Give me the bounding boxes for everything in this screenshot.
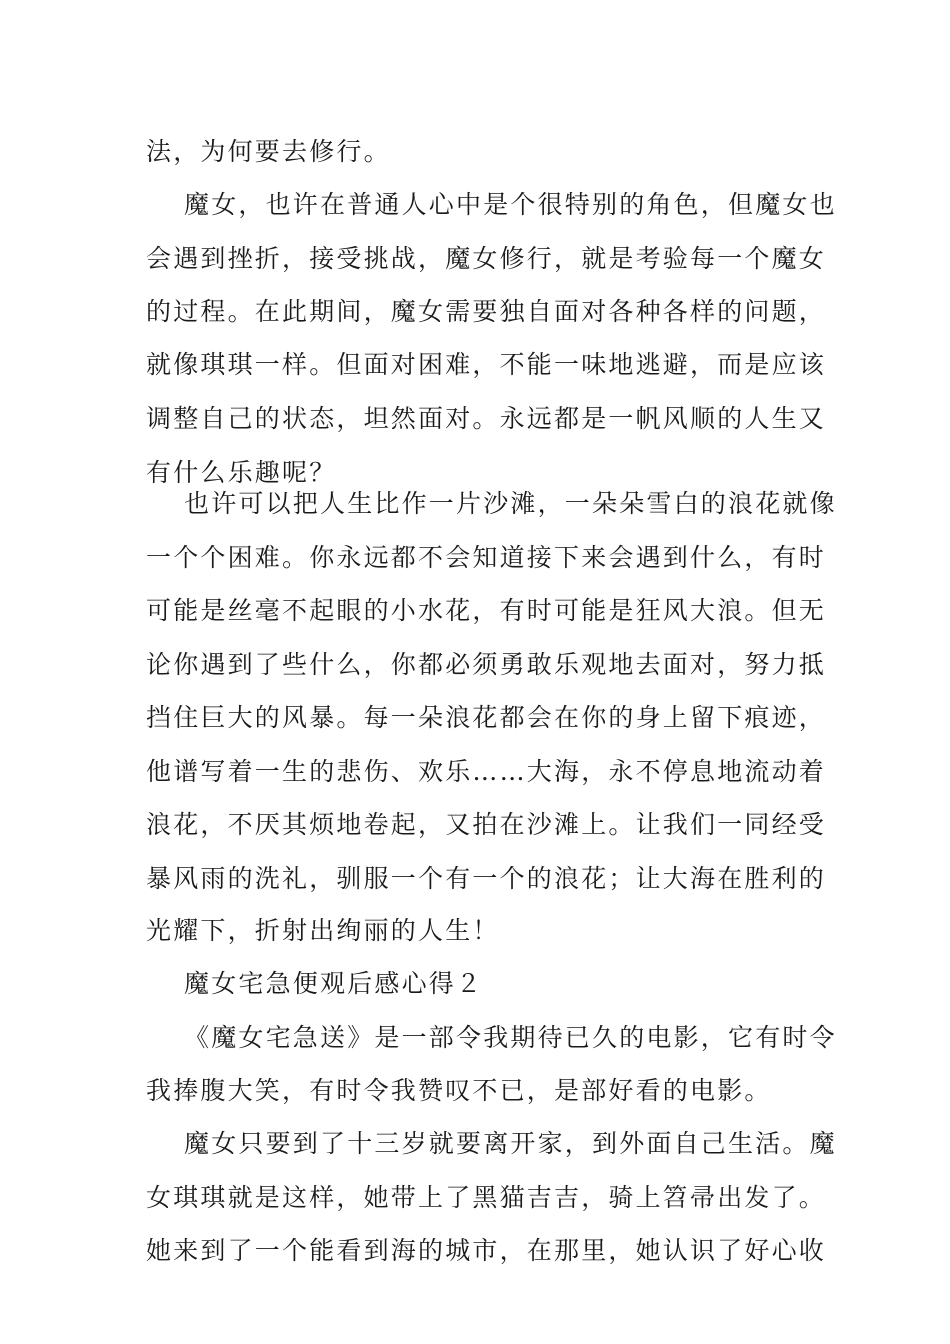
text-line: 浪花，不厌其烦地卷起，又拍在沙滩上。让我们一同经受 [146,810,827,839]
section-heading: 魔女宅急便观后感心得２ [184,969,484,998]
text-line: 魔女，也许在普通人心中是个很特别的角色，但魔女也 [184,190,837,219]
text-line: 魔女只要到了十三岁就要离开家，到外面自己生活。魔 [184,1129,837,1158]
text-line: 有什么乐趣呢？ [146,458,337,487]
text-line: 光耀下，折射出绚丽的人生！ [146,916,500,945]
text-line: 挡住巨大的风暴。每一朵浪花都会在你的身上留下痕迹， [146,703,827,732]
text-line: 《魔女宅急送》是一部令我期待已久的电影，它有时令 [184,1023,837,1052]
text-line: 法，为何要去修行。 [146,137,391,166]
text-line: 暴风雨的洗礼，驯服一个有一个的浪花；让大海在胜利的 [146,864,827,893]
text-line: 可能是丝毫不起眼的小水花，有时可能是狂风大浪。但无 [146,596,827,625]
text-line: 会遇到挫折，接受挑战，魔女修行，就是考验每一个魔女 [146,244,827,273]
text-line: 也许可以把人生比作一片沙滩，一朵朵雪白的浪花就像 [184,489,837,518]
text-line: 女琪琪就是这样，她带上了黑猫吉吉，骑上笤帚出发了。 [146,1183,827,1212]
text-line: 一个个困难。你永远都不会知道接下来会遇到什么，有时 [146,543,827,572]
text-line: 他谱写着一生的悲伤、欢乐……大海，永不停息地流动着 [146,757,827,786]
text-line: 的过程。在此期间，魔女需要独自面对各种各样的问题， [146,297,827,326]
text-line: 论你遇到了些什么，你都必须勇敢乐观地去面对，努力抵 [146,650,827,679]
text-line: 她来到了一个能看到海的城市，在那里，她认识了好心收 [146,1236,827,1265]
text-line: 调整自己的状态，坦然面对。永远都是一帆风顺的人生又 [146,404,827,433]
text-line: 我捧腹大笑，有时令我赞叹不已，是部好看的电影。 [146,1076,772,1105]
text-line: 就像琪琪一样。但面对困难，不能一味地逃避，而是应该 [146,350,827,379]
